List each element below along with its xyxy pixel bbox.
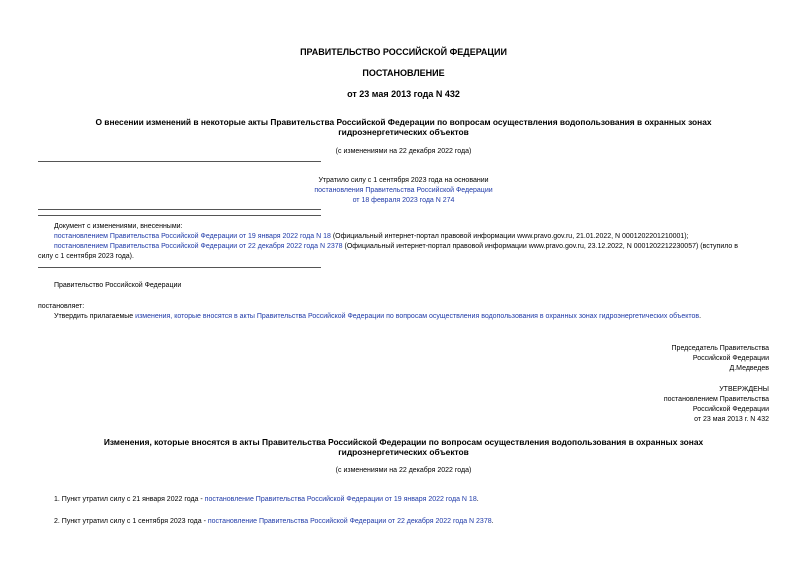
changes-item-2-link[interactable]: постановление Правительства Российской Федерации от 22 декабря 2022 года N 2378 — [207, 518, 492, 525]
amendment-item-2 — [54, 242, 738, 252]
signature-name: Д.Медведев — [729, 365, 769, 372]
changes-item-1 — [54, 495, 479, 505]
signature-position: Председатель Правительства — [671, 345, 769, 352]
amendment-link-2[interactable]: постановлением Правительства Российской Федерации от 22 декабря 2022 года N 2378 — [54, 243, 343, 250]
doc-title-line1: О внесении изменений в некоторые акты Правительства Российской Федерации по вопросам осуществления водопользования в охранных зонах — [95, 117, 712, 127]
government-heading: ПРАВИТЕЛЬСТВО РОССИЙСКОЙ ФЕДЕРАЦИИ — [300, 47, 507, 57]
divider — [38, 215, 321, 216]
amendment-source-1: (Официальный интернет-портал правовой информации www.pravo.gov.ru, 21.01.2022, N 0001202201210001); — [330, 233, 689, 240]
approve-prefix: Утвердить прилагаемые — [54, 313, 136, 320]
amendment-item-2-cont: силу с 1 сентября 2023 года). — [38, 253, 134, 260]
expired-notice: Утратило силу с 1 сентября 2023 года на основании — [318, 177, 489, 184]
government-decides: Правительство Российской Федерации — [54, 282, 182, 289]
signature-block — [672, 344, 769, 374]
approve-paragraph — [54, 312, 701, 322]
amendment-link-1[interactable]: постановлением Правительства Российской Федерации от 19 января 2022 года N 18 — [54, 233, 331, 240]
signature-org: Российской Федерации — [692, 355, 769, 362]
amendment-source-2: (Официальный интернет-портал правовой информации www.pravo.gov.ru, 23.12.2022, N 0001202212230057) (вступило в — [342, 243, 738, 250]
approve-changes-link[interactable]: изменения, которые вносятся в акты Правительства Российской Федерации по вопросам осуществления водопользования в охранных зонах гидроэнергетических объектов — [135, 313, 700, 320]
approved-org: Российской Федерации — [692, 406, 769, 413]
changes-item-2-prefix: 2. Пункт утратил силу с 1 сентября 2023 года - — [54, 518, 208, 525]
amendments-intro: Документ с изменениями, внесенными: — [54, 223, 183, 230]
expired-basis-link-date[interactable]: от 18 февраля 2023 года N 274 — [352, 197, 455, 204]
revision-note: (с изменениями на 22 декабря 2022 года) — [335, 148, 472, 155]
approved-by: постановлением Правительства — [663, 396, 769, 403]
approved-date: от 23 мая 2013 г. N 432 — [694, 416, 769, 423]
divider — [38, 267, 321, 268]
changes-item-2 — [54, 517, 494, 527]
changes-title-line2: гидроэнергетических объектов — [338, 447, 469, 457]
changes-item-1-link[interactable]: постановление Правительства Российской Федерации от 19 января 2022 года N 18 — [204, 496, 477, 503]
approve-suffix: . — [699, 313, 702, 320]
approved-label: УТВЕРЖДЕНЫ — [719, 386, 769, 393]
doc-title-line2: гидроэнергетических объектов — [338, 127, 469, 137]
doc-type-heading: ПОСТАНОВЛЕНИЕ — [362, 68, 445, 78]
changes-title-line1: Изменения, которые вносятся в акты Правительства Российской Федерации по вопросам осуществления водопользования в охранных зонах — [103, 437, 704, 447]
divider — [38, 209, 321, 210]
changes-item-2-suffix: . — [491, 518, 494, 525]
changes-revision-note: (с изменениями на 22 декабря 2022 года) — [335, 467, 472, 474]
approved-block — [664, 385, 769, 425]
changes-item-1-suffix: . — [476, 496, 479, 503]
changes-item-1-prefix: 1. Пункт утратил силу с 21 января 2022 года - — [54, 496, 205, 503]
doc-date-number: от 23 мая 2013 года N 432 — [347, 89, 460, 99]
expired-basis-link[interactable]: постановления Правительства Российской Федерации — [314, 187, 493, 194]
amendment-item-1 — [54, 232, 689, 242]
decides-label: постановляет: — [38, 303, 85, 310]
divider — [38, 161, 321, 162]
